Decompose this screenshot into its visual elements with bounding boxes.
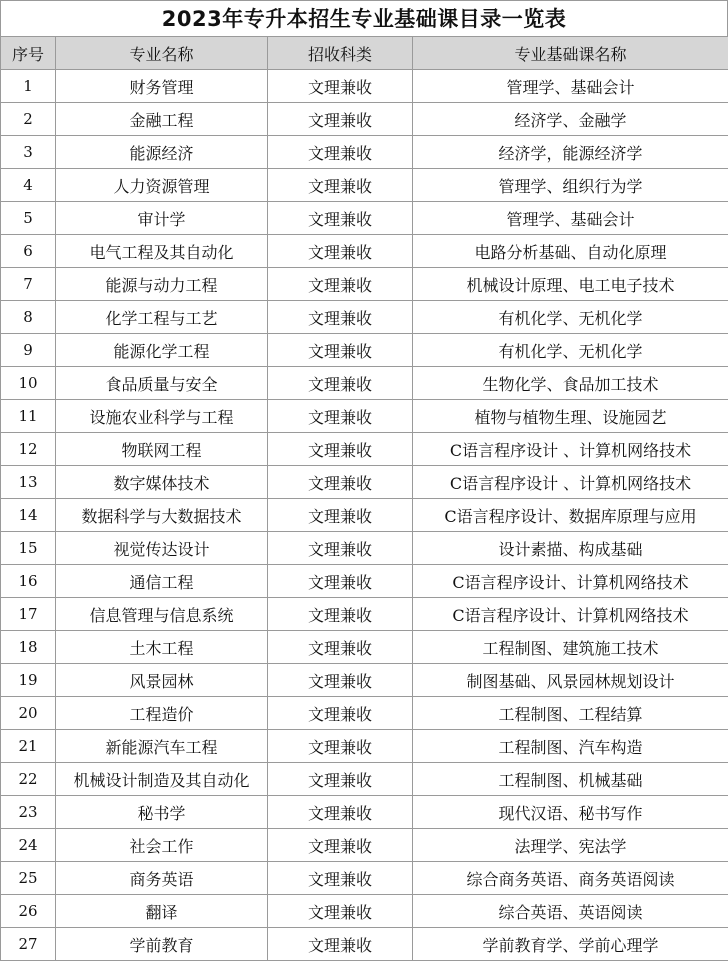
cell-major: 金融工程 xyxy=(56,103,268,136)
table-row xyxy=(1,598,728,631)
cell-number: 22 xyxy=(1,763,56,796)
cell-category: 文理兼收 xyxy=(268,862,413,895)
cell-major: 商务英语 xyxy=(56,862,268,895)
cell-category: 文理兼收 xyxy=(268,664,413,697)
cell-category: 文理兼收 xyxy=(268,400,413,433)
cell-courses: 管理学、组织行为学 xyxy=(413,169,728,202)
cell-courses: 法理学、宪法学 xyxy=(413,829,728,862)
cell-number: 15 xyxy=(1,532,56,565)
header-row xyxy=(1,37,728,70)
cell-number: 12 xyxy=(1,433,56,466)
cell-category: 文理兼收 xyxy=(268,532,413,565)
cell-number: 13 xyxy=(1,466,56,499)
cell-category: 文理兼收 xyxy=(268,928,413,961)
cell-category: 文理兼收 xyxy=(268,796,413,829)
cell-courses: C语言程序设计、计算机网络技术 xyxy=(413,598,728,631)
cell-number: 23 xyxy=(1,796,56,829)
cell-category: 文理兼收 xyxy=(268,598,413,631)
cell-courses: 综合商务英语、商务英语阅读 xyxy=(413,862,728,895)
cell-number: 6 xyxy=(1,235,56,268)
cell-courses: 生物化学、食品加工技术 xyxy=(413,367,728,400)
cell-major: 翻译 xyxy=(56,895,268,928)
cell-category: 文理兼收 xyxy=(268,169,413,202)
cell-courses: C语言程序设计 、计算机网络技术 xyxy=(413,433,728,466)
cell-category: 文理兼收 xyxy=(268,433,413,466)
cell-number: 1 xyxy=(1,70,56,103)
cell-courses: 现代汉语、秘书写作 xyxy=(413,796,728,829)
cell-number: 27 xyxy=(1,928,56,961)
cell-major: 土木工程 xyxy=(56,631,268,664)
cell-major: 设施农业科学与工程 xyxy=(56,400,268,433)
cell-courses: 有机化学、无机化学 xyxy=(413,334,728,367)
cell-number: 14 xyxy=(1,499,56,532)
cell-major: 电气工程及其自动化 xyxy=(56,235,268,268)
cell-major: 能源与动力工程 xyxy=(56,268,268,301)
cell-number: 7 xyxy=(1,268,56,301)
cell-number: 8 xyxy=(1,301,56,334)
cell-number: 19 xyxy=(1,664,56,697)
cell-number: 10 xyxy=(1,367,56,400)
cell-category: 文理兼收 xyxy=(268,829,413,862)
cell-courses: 管理学、基础会计 xyxy=(413,70,728,103)
cell-major: 财务管理 xyxy=(56,70,268,103)
cell-courses: C语言程序设计、数据库原理与应用 xyxy=(413,499,728,532)
table-row xyxy=(1,235,728,268)
cell-number: 21 xyxy=(1,730,56,763)
cell-major: 通信工程 xyxy=(56,565,268,598)
cell-number: 26 xyxy=(1,895,56,928)
cell-category: 文理兼收 xyxy=(268,334,413,367)
table-row xyxy=(1,796,728,829)
cell-major: 化学工程与工艺 xyxy=(56,301,268,334)
cell-major: 风景园林 xyxy=(56,664,268,697)
cell-major: 审计学 xyxy=(56,202,268,235)
cell-major: 工程造价 xyxy=(56,697,268,730)
table-row xyxy=(1,829,728,862)
course-table xyxy=(0,36,728,961)
cell-category: 文理兼收 xyxy=(268,301,413,334)
table-header xyxy=(1,37,728,70)
cell-courses: 工程制图、建筑施工技术 xyxy=(413,631,728,664)
cell-number: 2 xyxy=(1,103,56,136)
table-row xyxy=(1,268,728,301)
cell-category: 文理兼收 xyxy=(268,367,413,400)
table-row xyxy=(1,367,728,400)
cell-courses: 经济学，能源经济学 xyxy=(413,136,728,169)
cell-category: 文理兼收 xyxy=(268,235,413,268)
cell-category: 文理兼收 xyxy=(268,565,413,598)
cell-major: 新能源汽车工程 xyxy=(56,730,268,763)
cell-category: 文理兼收 xyxy=(268,730,413,763)
cell-courses: 制图基础、风景园林规划设计 xyxy=(413,664,728,697)
cell-category: 文理兼收 xyxy=(268,697,413,730)
table-row xyxy=(1,664,728,697)
cell-courses: 植物与植物生理、设施园艺 xyxy=(413,400,728,433)
table-row xyxy=(1,565,728,598)
table-row xyxy=(1,895,728,928)
cell-courses: C语言程序设计 、计算机网络技术 xyxy=(413,466,728,499)
cell-courses: 经济学、金融学 xyxy=(413,103,728,136)
cell-category: 文理兼收 xyxy=(268,136,413,169)
cell-number: 4 xyxy=(1,169,56,202)
cell-number: 9 xyxy=(1,334,56,367)
cell-major: 信息管理与信息系统 xyxy=(56,598,268,631)
cell-courses: 工程制图、工程结算 xyxy=(413,697,728,730)
column-header-no: 序号 xyxy=(1,37,56,70)
cell-major: 能源化学工程 xyxy=(56,334,268,367)
table-row xyxy=(1,103,728,136)
column-header-courses: 专业基础课名称 xyxy=(413,37,728,70)
cell-number: 18 xyxy=(1,631,56,664)
cell-major: 社会工作 xyxy=(56,829,268,862)
cell-courses: 工程制图、机械基础 xyxy=(413,763,728,796)
cell-major: 机械设计制造及其自动化 xyxy=(56,763,268,796)
cell-major: 物联网工程 xyxy=(56,433,268,466)
table-row xyxy=(1,631,728,664)
table-row xyxy=(1,697,728,730)
table-row xyxy=(1,862,728,895)
table-body xyxy=(1,70,728,961)
cell-courses: 管理学、基础会计 xyxy=(413,202,728,235)
cell-category: 文理兼收 xyxy=(268,202,413,235)
table-row xyxy=(1,532,728,565)
cell-major: 人力资源管理 xyxy=(56,169,268,202)
cell-courses: 学前教育学、学前心理学 xyxy=(413,928,728,961)
cell-major: 学前教育 xyxy=(56,928,268,961)
column-header-category: 招收科类 xyxy=(268,37,413,70)
table-row xyxy=(1,334,728,367)
table-row xyxy=(1,70,728,103)
cell-number: 17 xyxy=(1,598,56,631)
page-title: 2023年专升本招生专业基础课目录一览表 xyxy=(0,0,728,36)
cell-courses: 有机化学、无机化学 xyxy=(413,301,728,334)
table-row xyxy=(1,928,728,961)
cell-courses: 机械设计原理、电工电子技术 xyxy=(413,268,728,301)
cell-courses: C语言程序设计、计算机网络技术 xyxy=(413,565,728,598)
cell-major: 数字媒体技术 xyxy=(56,466,268,499)
cell-courses: 工程制图、汽车构造 xyxy=(413,730,728,763)
cell-number: 16 xyxy=(1,565,56,598)
cell-category: 文理兼收 xyxy=(268,268,413,301)
cell-courses: 设计素描、构成基础 xyxy=(413,532,728,565)
cell-category: 文理兼收 xyxy=(268,631,413,664)
cell-major: 食品质量与安全 xyxy=(56,367,268,400)
table-row xyxy=(1,136,728,169)
cell-category: 文理兼收 xyxy=(268,466,413,499)
cell-number: 5 xyxy=(1,202,56,235)
cell-major: 秘书学 xyxy=(56,796,268,829)
table-row xyxy=(1,763,728,796)
cell-number: 3 xyxy=(1,136,56,169)
cell-category: 文理兼收 xyxy=(268,895,413,928)
cell-number: 11 xyxy=(1,400,56,433)
table-row xyxy=(1,169,728,202)
cell-major: 能源经济 xyxy=(56,136,268,169)
cell-number: 20 xyxy=(1,697,56,730)
cell-number: 24 xyxy=(1,829,56,862)
table-row xyxy=(1,466,728,499)
cell-major: 数据科学与大数据技术 xyxy=(56,499,268,532)
table-row xyxy=(1,730,728,763)
cell-category: 文理兼收 xyxy=(268,763,413,796)
table-row xyxy=(1,499,728,532)
cell-category: 文理兼收 xyxy=(268,70,413,103)
cell-category: 文理兼收 xyxy=(268,103,413,136)
cell-category: 文理兼收 xyxy=(268,499,413,532)
cell-number: 25 xyxy=(1,862,56,895)
cell-major: 视觉传达设计 xyxy=(56,532,268,565)
cell-courses: 综合英语、英语阅读 xyxy=(413,895,728,928)
column-header-major: 专业名称 xyxy=(56,37,268,70)
cell-courses: 电路分析基础、自动化原理 xyxy=(413,235,728,268)
table-row xyxy=(1,433,728,466)
table-row xyxy=(1,400,728,433)
table-row xyxy=(1,202,728,235)
table-row xyxy=(1,301,728,334)
